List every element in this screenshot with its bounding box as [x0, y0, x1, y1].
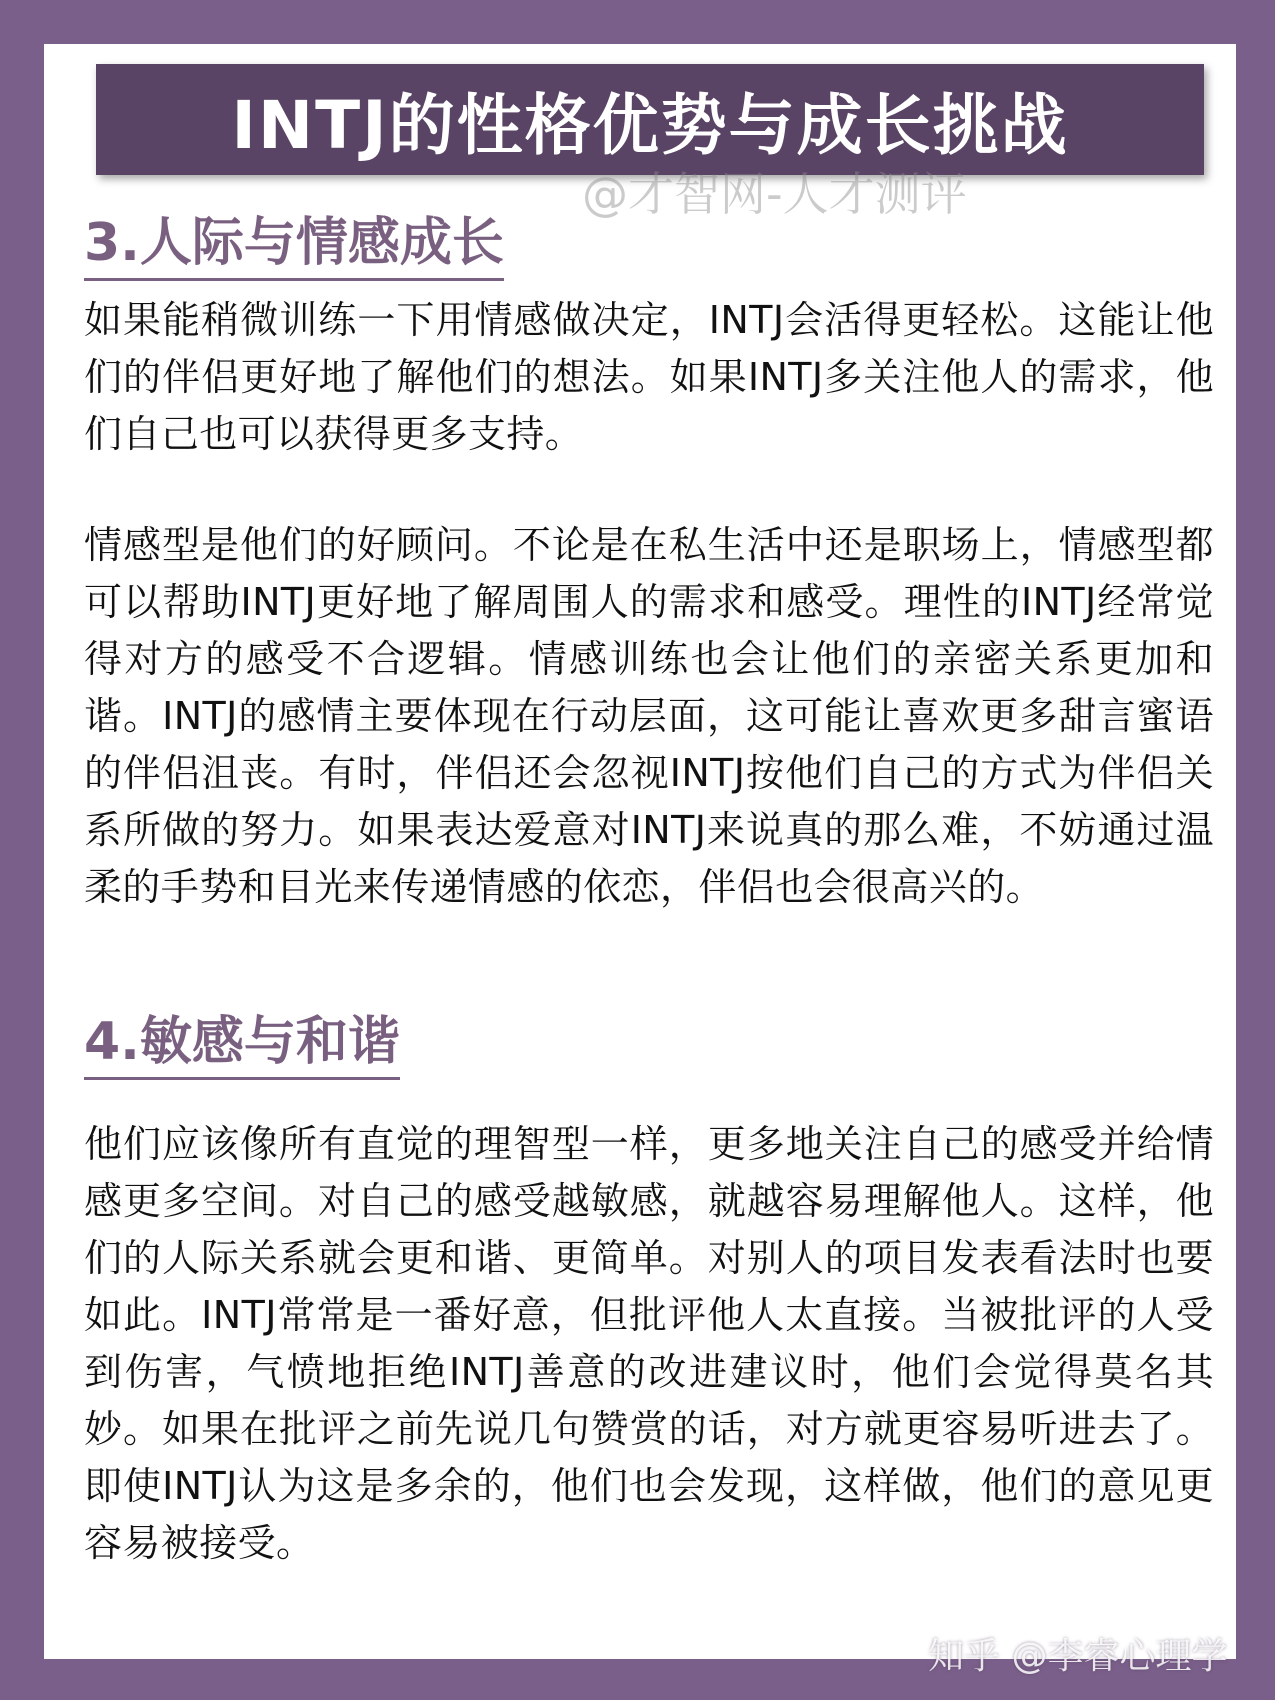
section-heading-3: 3.人际与情感成长: [84, 212, 504, 281]
page-title: INTJ的性格优势与成长挑战: [231, 87, 1069, 164]
section-heading-4: 4.敏感与和谐: [84, 1011, 400, 1080]
paragraph-3-2: 情感型是他们的好顾问。不论是在私生活中还是职场上，情感型都可以帮助INTJ更好地了解周围人的需求和感受。理性的INTJ经常觉得对方的感受不合逻辑。情感训练也会让他们的亲密关系更加和谐。INTJ的感情主要体现在行动层面，这可能让喜欢更多甜言蜜语的伴侣沮丧。有时，伴侣还会忽视INTJ按他们自己的方式为伴侣关系所做的努力。如果表达爱意对INTJ来说真的那么难，不妨通过温柔的手势和目光来传递情感的依恋，伴侣也会很高兴的。: [84, 523, 1214, 909]
watermark-bottom: 知乎 @李睿心理学: [928, 1636, 1228, 1677]
watermark-top: @才智网-人才测评: [582, 167, 967, 221]
paragraph-3-1: 如果能稍微训练一下用情感做决定，INTJ会活得更轻松。这能让他们的伴侣更好地了解他们的想法。如果INTJ多关注他人的需求，他们自己也可以获得更多支持。: [84, 298, 1214, 456]
paragraph-4-1: 他们应该像所有直觉的理智型一样，更多地关注自己的感受并给情感更多空间。对自己的感受越敏感，就越容易理解他人。这样，他们的人际关系就会更和谐、更简单。对别人的项目发表看法时也要如此。INTJ常常是一番好意，但批评他人太直接。当被批评的人受到伤害，气愤地拒绝INTJ善意的改进建议时，他们会觉得莫名其妙。如果在批评之前先说几句赞赏的话，对方就更容易听进去了。即使INTJ认为这是多余的，他们也会发现，这样做，他们的意见更容易被接受。: [84, 1122, 1214, 1565]
